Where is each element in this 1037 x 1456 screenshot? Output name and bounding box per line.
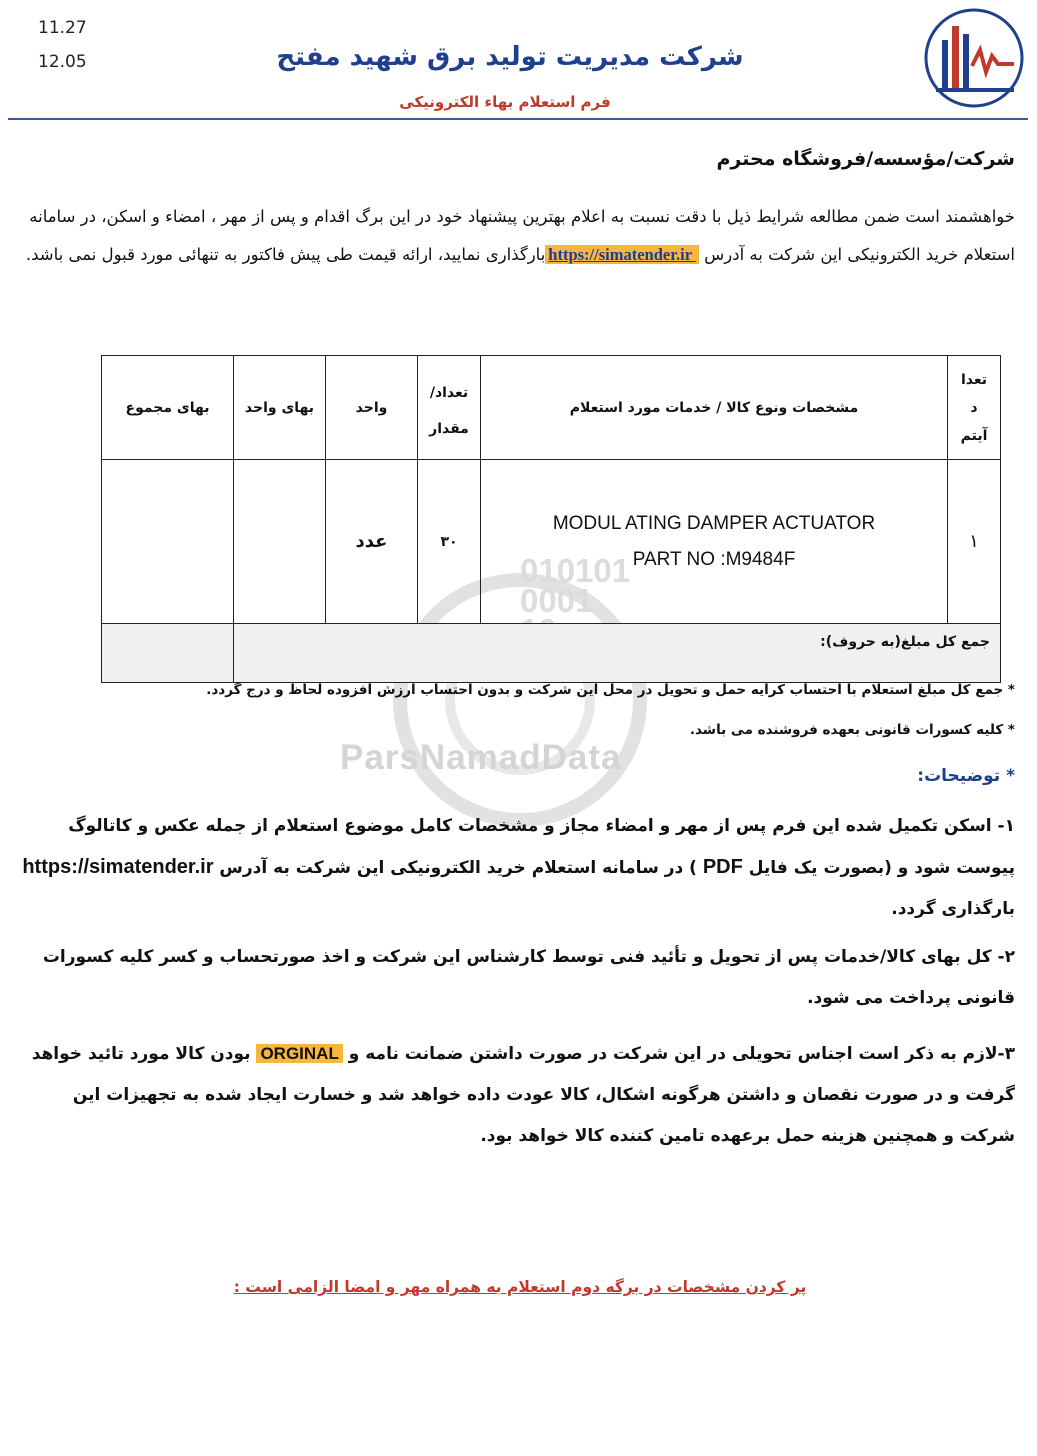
- table-row: [102, 460, 1001, 624]
- item-description-line1: MODUL ATING DAMPER ACTUATOR: [552, 512, 876, 534]
- simatender-link[interactable]: https://simatender.ir: [545, 245, 699, 264]
- p1-pdf: PDF: [702, 856, 743, 878]
- power-plant-logo-icon: [922, 6, 1026, 110]
- form-title: فرم استعلام بهاء الکترونیکی: [399, 93, 611, 111]
- watermark-digits: 010101 0001: [520, 552, 631, 619]
- doc-code-top: 11.27: [38, 18, 87, 38]
- p1-text-c: بارگذاری گردد.: [891, 899, 1015, 919]
- cell-unit-price[interactable]: [234, 460, 326, 624]
- greeting: شرکت/مؤسسه/فروشگاه محترم: [716, 148, 1015, 170]
- header-item-count: تعدا د آیتم: [948, 356, 1001, 460]
- header-divider: [8, 118, 1028, 120]
- p1-text-a: ۱- اسکن تکمیل شده این فرم پس از مهر و امضاء مجاز و مشخصات کامل موضوع استعلام از جمله عکس و کاتالوگ پیوست شود و (بصورت یک فایل: [68, 816, 1015, 878]
- note-deductions: * کلیه کسورات قانونی بعهده فروشنده می باشد.: [689, 722, 1015, 738]
- company-title: شرکت مدیریت تولید برق شهید مفتح: [276, 42, 744, 72]
- intro-text-1: خواهشمند است ضمن مطالعه شرایط ذیل با دقت نسبت به اعلام بهترین پیشنهاد خود در این برگ اقدام و پس از مهر ، امضاء و اسکن، در سامانه استعلام خرید الکترونیکی این شرکت به آدرس: [29, 207, 1015, 264]
- header-quantity: تعداد/ مقدار: [418, 356, 481, 460]
- table-header-row: [102, 356, 1001, 460]
- description-item-2: ۲- کل بهای کالا/خدمات پس از تحویل و تأئید فنی توسط کارشناس این شرکت و اخذ صورتحساب و کسر کلیه کسورات قانونی پرداخت می شود.: [42, 947, 1015, 1008]
- p3-text-a: ۳-لازم به ذکر است اجناس تحویلی در این شرکت در صورت داشتن ضمانت نامه و: [342, 1044, 1015, 1064]
- intro-text-2: بارگذاری نمایید، ارائه قیمت طی پیش فاکتور به تنهائی مورد قبول نمی باشد.: [25, 245, 546, 264]
- item-description-line2: PART NO :M9484F: [632, 548, 796, 570]
- intro-paragraph: [15, 198, 1015, 274]
- cell-quantity: ۳۰: [418, 460, 481, 624]
- cell-item-description: [481, 460, 948, 624]
- doc-code-bottom: 12.05: [38, 52, 87, 72]
- header-unit-price: بهای واحد: [234, 356, 326, 460]
- watermark-name: ParsNamadData: [340, 738, 622, 777]
- cell-item-index: ۱: [948, 460, 1001, 624]
- header-total-price: بهای مجموع: [102, 356, 234, 460]
- note-shipping: * جمع کل مبلغ استعلام با احتساب کرایه حمل و تحویل در محل این شرکت و بدون احتساب ارزش افزوده لحاظ و درج گردد.: [206, 682, 1015, 698]
- header-unit: واحد: [326, 356, 418, 460]
- sum-label: جمع کل مبلغ(به حروف):: [234, 624, 1001, 683]
- inquiry-table: [101, 355, 1001, 683]
- cell-unit: عدد: [326, 460, 418, 624]
- original-highlight: ORGINAL: [256, 1044, 342, 1063]
- descriptions-title: * توضیحات:: [917, 766, 1015, 786]
- table-sum-row: [102, 624, 1001, 683]
- description-item-1: [20, 806, 1015, 930]
- sum-value-cell[interactable]: [102, 624, 234, 683]
- header-description: مشخصات ونوع کالا / خدمات مورد استعلام: [481, 356, 948, 460]
- p3-text-b: بودن کالا مورد تائید خواهد گرفت و در صورت نقصان و داشتن هرگونه اشکال، کالا عودت داده خواهد شد و خسارت ایجاد شده به تجهیزات این شرکت و همچنین هزینه حمل برعهده تامین کننده کالا خواهد بود.: [31, 1044, 1015, 1146]
- p1-url-link[interactable]: https://simatender.ir: [22, 856, 214, 878]
- footer-notice: پر کردن مشخصات در برگه دوم استعلام به همراه مهر و امضا الزامی است :: [233, 1278, 807, 1296]
- description-item-3: [20, 1033, 1015, 1157]
- p1-text-b: ) در سامانه استعلام خرید الکترونیکی این شرکت به آدرس: [213, 858, 703, 878]
- cell-total-price[interactable]: [102, 460, 234, 624]
